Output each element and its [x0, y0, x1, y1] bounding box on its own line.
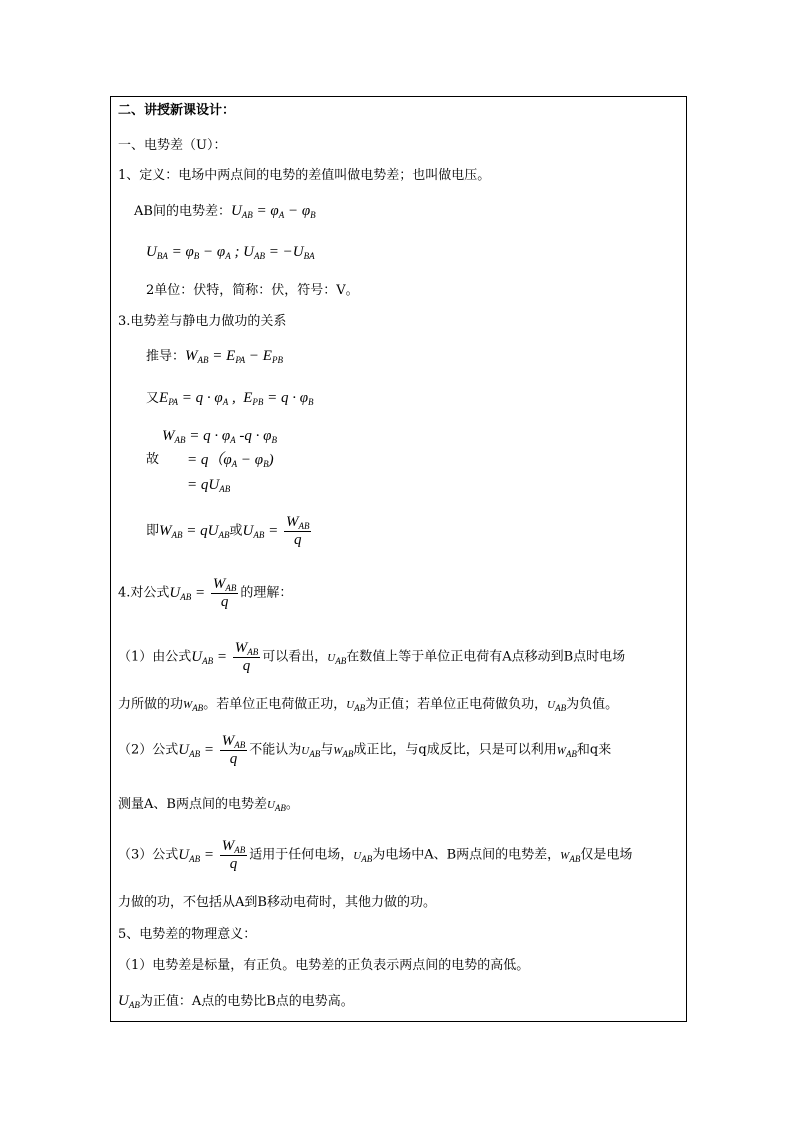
result-line: 即$W_{AB} = qU_{AB}$或$U_{AB}$ = $\frac{W_{AB}}{q}$	[146, 514, 310, 548]
potential-energy-line: 又$E_{PA} = q \cdot \varphi_A$ , $E_{PB} = q \cdot \varphi_B$	[146, 390, 314, 407]
point3-line-a: （3）公式$U_{AB}$ = $\frac{W_{AB}}{q}$ 适用于任何电场，$U_{AB}$为电场中A、B两点间的电势差，$W_{AB}$仅是电场	[118, 838, 633, 872]
heading-potential-difference: 一、电势差（U）：	[118, 138, 227, 153]
section-heading: 二、讲授新课设计：	[118, 103, 236, 118]
work-step-1: $W_{AB} = q \cdot \varphi_A$ $-q \cdot \varphi_B$	[162, 428, 277, 445]
point2-line-a: （2）公式$U_{AB}$ = $\frac{W_{AB}}{q}$ 不能认为$U_{AB}$与$W_{AB}$成正比，与q成反比，只是可以利用$W_{AB}$和q来	[118, 733, 612, 767]
unit-line: 2单位：伏特，简称：伏，符号：V。	[146, 283, 359, 298]
heading-work-relation: 3.电势差与静电力做功的关系	[118, 314, 287, 329]
item4-line: 4.对公式$U_{AB}$ = $\frac{W_{AB}}{q}$ 的理解：	[118, 576, 293, 610]
meaning-point-1: （1）电势差是标量，有正负。电势差的正负表示两点间的电势的高低。	[118, 958, 530, 973]
content-frame	[110, 96, 687, 1022]
point1-line-b: 力所做的功$W_{AB}$。若单位正电荷做正功，$U_{AB}$为正值；若单位正电荷做负功，$U_{AB}$为负值。	[118, 697, 619, 713]
definition-line: 1、定义：电场中两点间的电势的差值叫做电势差；也叫做电压。	[118, 168, 491, 183]
meaning-point-2: $U_{AB}$为正值：A点的电势比B点的电势高。	[118, 993, 354, 1010]
so-label: 故	[146, 452, 160, 467]
point3-line-b: 力做的功，不包括从A到B移动电荷时，其他力做的功。	[118, 895, 436, 910]
ba-relation-line: $U_{BA} = \varphi_B - \varphi_A$ ; $U_{AB} = -U_{BA}$	[146, 244, 315, 261]
heading-physical-meaning: 5、电势差的物理意义：	[118, 927, 257, 942]
ab-difference-line: AB间的电势差：$U_{AB} = \varphi_A - \varphi_B$	[134, 203, 316, 220]
work-step-3: = $qU_{AB}$	[187, 477, 231, 494]
work-step-2: = $q(\varphi_A - \varphi_B)$	[187, 452, 274, 469]
point1-line-a: （1）由公式$U_{AB}$ = $\frac{W_{AB}}{q}$ 可以看出，$U_{AB}$在数值上等于单位正电荷有A点移动到B点时电场	[118, 640, 626, 674]
derivation-line: 推导：$W_{AB} = E_{PA} - E_{PB}$	[146, 348, 283, 365]
point2-line-b: 测量A、B两点间的电势差$U_{AB}$。	[118, 797, 299, 813]
